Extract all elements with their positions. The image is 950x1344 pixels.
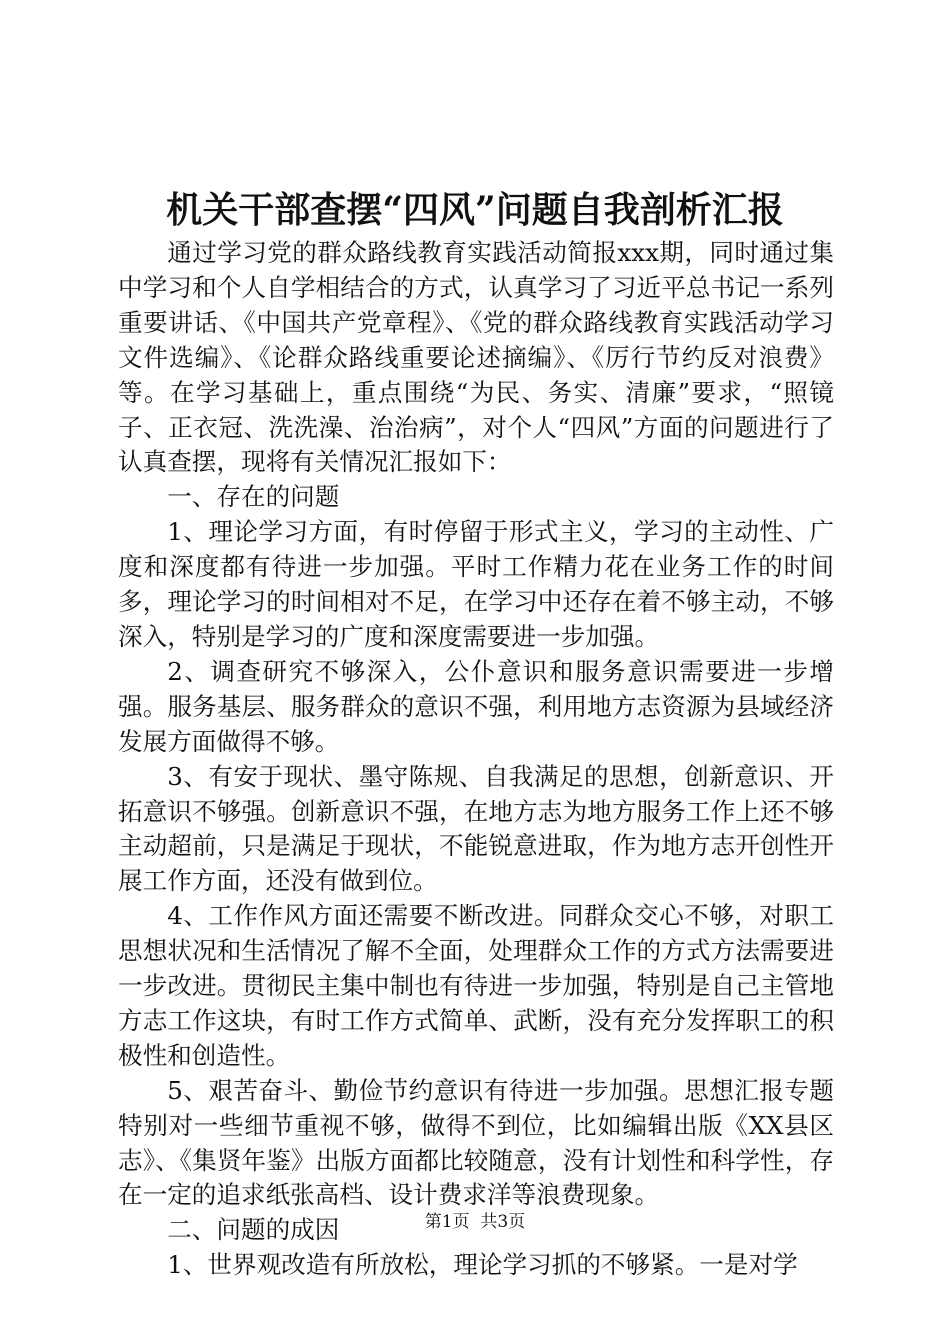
section-heading: 二、问题的成因	[167, 1215, 340, 1245]
page-number: 第1页	[424, 1212, 470, 1232]
body-paragraph: 3、有安于现状、墨守陈规、自我满足的思想，创新意识、开拓意识不够强。创新意识不强，在地方志为地方服务工作上还不够主动超前，只是满足于现状，不能锐意进取，作为地方志开创性开展工作方面，还没有做到位。	[118, 761, 834, 896]
body-paragraph: 4、工作作风方面还需要不断改进。同群众交心不够，对职工思想状况和生活情况了解不全面，处理群众工作的方式方法需要进一步改进。贯彻民主集中制也有待进一步加强，特别是自己主管地方志工作这块，有时工作方式简单、武断，没有充分发挥职工的积极性和创造性。	[118, 901, 834, 1070]
page-footer	[0, 1210, 950, 1234]
body-paragraph: 5、艰苦奋斗、勤俭节约意识有待进一步加强。思想汇报专题特别对一些细节重视不够，做得不到位，比如编辑出版《XX县区志》、《集贤年鉴》出版方面都比较随意，没有计划性和科学性，存在一定的追求纸张高档、设计费求洋等浪费现象。	[118, 1075, 834, 1210]
body-paragraph: 2、调查研究不够深入，公仆意识和服务意识需要进一步增强。服务基层、服务群众的意识不强，利用地方志资源为县域经济发展方面做得不够。	[118, 656, 834, 756]
body-paragraph: 1、理论学习方面，有时停留于形式主义，学习的主动性、广度和深度都有待进一步加强。平时工作精力花在业务工作的时间多，理论学习的时间相对不足，在学习中还存在着不够主动，不够深入，特别是学习的广度和深度需要进一步加强。	[118, 517, 834, 651]
section-heading: 一、存在的问题	[167, 482, 340, 512]
page-total: 共3页	[480, 1212, 526, 1232]
document-body	[118, 236, 834, 1283]
body-paragraph: 1、世界观改造有所放松，理论学习抓的不够紧。一是对学	[167, 1250, 798, 1280]
intro-paragraph: 通过学习党的群众路线教育实践活动简报xxx期，同时通过集中学习和个人自学相结合的方式，认真学习了习近平总书记一系列重要讲话、《中国共产党章程》、《党的群众路线教育实践活动学习文件选编》、《论群众路线重要论述摘编》、《厉行节约反对浪费》等。在学习基础上，重点围绕“为民、务实、清廉”要求，“照镜子、正衣冠、洗洗澡、治治病”，对个人“四风”方面的问题进行了认真查摆，现将有关情况汇报如下：	[118, 238, 834, 477]
document-title: 机关干部查摆“四风”问题自我剖析汇报	[166, 189, 784, 231]
